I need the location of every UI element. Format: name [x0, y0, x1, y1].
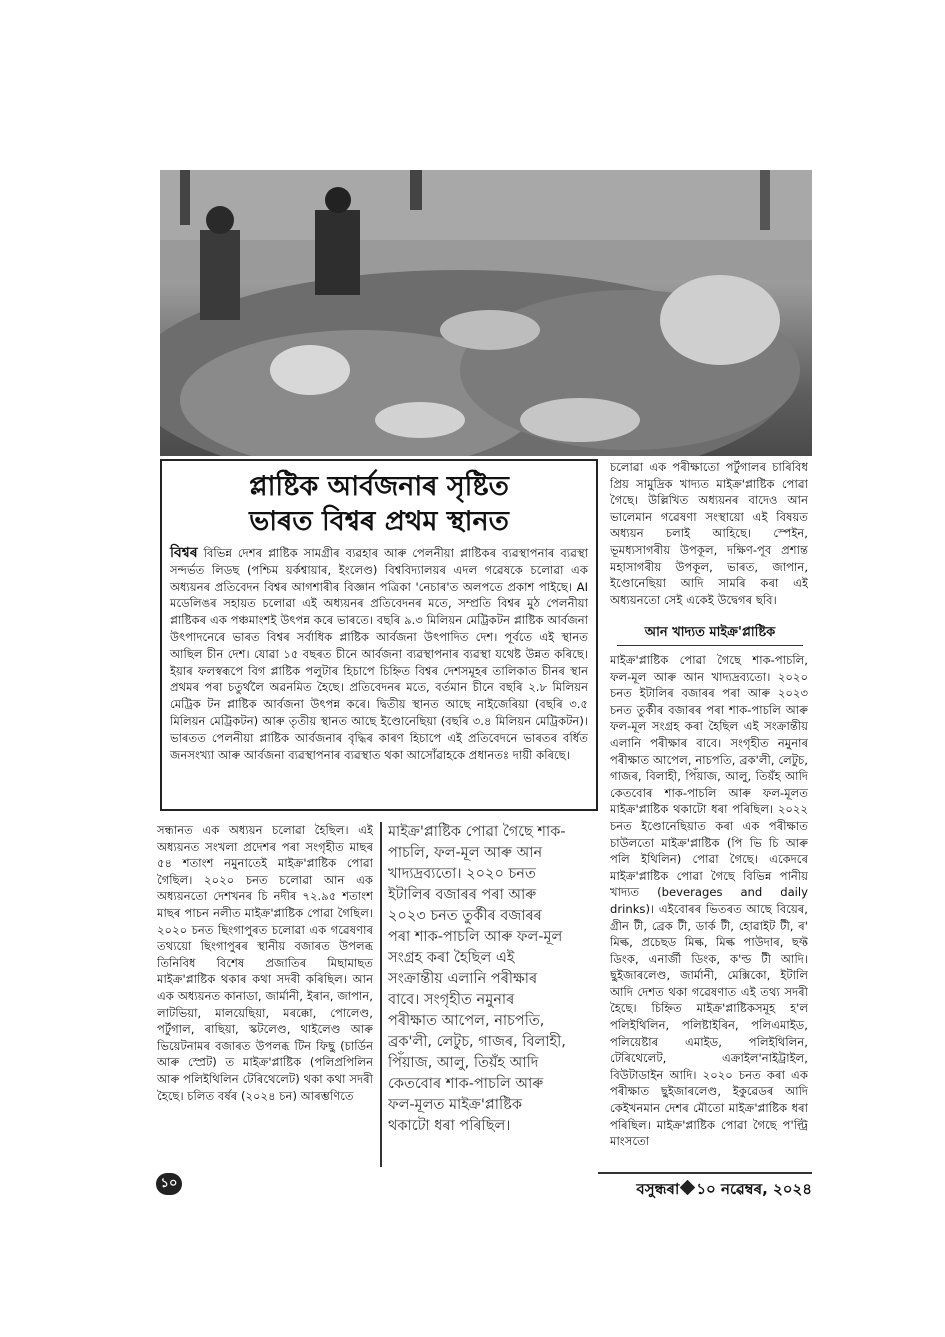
plastic-waste-photo — [160, 170, 812, 456]
footer-rule — [598, 1172, 812, 1174]
footer-masthead — [600, 1178, 812, 1200]
intro-text: বিভিন্ন দেশৰ প্লাষ্টিক সামগ্ৰীৰ ব্যৱহাৰ আৰু পেলনীয়া প্লাষ্টিকৰ ব্যৱস্থাপনাৰ ব্যৱস্থা সন্দৰ্ভত লিডছ (পশ্চিম য়ৰ্কশ্বায়াৰ, ইংলেণ্ড) বিশ্ববিদ্যালয়ৰ এদল গৱেষকে চলোৱা এক অধ্যয়নৰ প্ৰতিবেদন বিশ্বৰ আগশাৰীৰ বিজ্ঞান পত্ৰিকা 'নেচাৰ'ত অলপতে প্ৰকাশ পাইছে। AI মডেলিঙৰ সহায়ত চলোৱা এই অধ্যয়নৰ প্ৰতিবেদনৰ মতে, সম্প্ৰতি বিশ্বৰ মুঠ পেলনীয়া প্লাষ্টিকৰ এক পঞ্চমাংশই উৎপন্ন কৰে ভাৰতে। বছৰি ৯.৩ মিলিয়ন মেট্ৰিকটন প্লাষ্টিক আৰ্বজনা উৎপাদনেৰে ভাৰত বিশ্বৰ সৰ্বাধিক প্লাষ্টিক আৰ্বজনা উৎপাদিত দেশ। পূৰ্বতে এই স্থানত আছিল চীন দেশ। যোৱা ১৫ বছৰত চীনে আৰ্বজনা ব্যৱস্থাপনাৰ ব্যৱস্থা যথেষ্ট উন্নত কৰিছে। ইয়াৰ ফলস্বৰূপে বিগ প্লাষ্টিক পলুটাৰ হিচাপে চিহ্নিত বিশ্বৰ দেশসমূহৰ তালিকাত চীনৰ স্থান প্ৰথমৰ পৰা চতুৰ্থলৈ অৱনমিত হৈছে। প্ৰতিবেদনৰ মতে, বৰ্তমান চীনে বছৰি ২.৮ মিলিয়ন মেট্ৰিক টন প্লাষ্টিক আৰ্বজনা উৎপন্ন কৰে। দ্বিতীয় স্থানত আছে নাইজেৰিয়া (বছৰি ৩.৫ মিলিয়ন মেট্ৰিকটন) আৰু তৃতীয় স্থানত আছে ইণ্ডোনেছিয়া (বছৰি ৩.৪ মিলিয়ন মেট্ৰিকটন)। ভাৰতত পেলনীয়া প্লাষ্টিক আৰ্বজনাৰ বৃদ্ধিৰ কাৰণ হিচাপে এই প্ৰতিবেদনে ভাৰতৰ বৰ্ধিত জনসংখ্যা আৰু আৰ্বজনা ব্যৱস্থাপনাৰ ব্যৱস্থাত থকা আসোঁৱাহকে প্ৰধানতঃ দায়ী কৰিছে। — [170, 546, 588, 762]
page-number: ১০ — [156, 1173, 182, 1195]
article-intro — [170, 545, 588, 763]
article-lead-box — [160, 459, 598, 811]
section-subheading: আন খাদ্যত মাইক্ৰ'প্লাষ্টিক — [617, 623, 803, 646]
magazine-name: বসুন্ধৰা — [636, 1180, 680, 1198]
left-column: সন্ধানত এক অধ্যয়ন চলোৱা হৈছিল। এই অধ্যয়নত সংখলা প্ৰদেশৰ পৰা সংগৃহীত মাছৰ ৫৪ শতাংশ নমুনাতেই মাইক্ৰ'প্লাষ্টিক পোৱা গৈছিল। ২০২০ চনত চলোৱা আন এক অধ্যয়নতো দেশখনৰ চি নদীৰ ৭২.৯৫ শতাংশ মাছৰ পাচন নলীত মাইক্ৰ'প্লাষ্টিক পোৱা গৈছিল। ২০২০ চনত ছিংগাপুৰত চলোৱা এক গৱেষণাৰ তথ্যয়ো ছিংগাপুৰৰ স্থানীয় বজাৰত উপলব্ধ তিনিবিধ বিশেষ প্ৰজাতিৰ মিছামাছত মাইক্ৰ'প্লাষ্টিক থকাৰ কথা সদৰী কৰিছিল। আন এক অধ্যয়নত কানাডা, জাৰ্মানী, ইৰান, জাপান, লাটভিয়া, মালয়েছিয়া, মৰক্কো, পোলেণ্ড, পৰ্টুগাল, ৰাছিয়া, স্কটলেণ্ড, থাইলেণ্ড আৰু ভিয়েটনামৰ বজাৰত উপলব্ধ টিন ফিছু (চাৰ্ডিন আৰু স্প্ৰেট) ত মাইক্ৰ'প্লাষ্টিক (পলিপ্ৰপিলিন আৰু পলিইথিলিন টেৰিথেলেট) থকা কথা সদৰী হৈছে। চলিত বৰ্ষৰ (২০২৪ চন) আৰম্ভণিতে — [157, 823, 373, 1103]
diamond-logo-icon — [680, 1180, 696, 1196]
headline-line-2: ভাৰত বিশ্বৰ প্ৰথম স্থানত — [249, 506, 509, 537]
headline-line-1: প্লাষ্টিক আৰ্বজনাৰ সৃষ্টিত — [249, 471, 509, 502]
right-column-bottom: মাইক্ৰ'প্লাষ্টিক পোৱা গৈছে শাক-পাচলি, ফল-মূল আৰু আন খাদ্যদ্ৰব্যতো। ২০২০ চনত ইটালিৰ বজাৰৰ পৰা আৰু ২০২৩ চনত তুৰ্কীৰ বজাৰৰ পৰা শাক-পাচলি আৰু ফল-মূল সংগ্ৰহ কৰা হৈছিল এই সংক্ৰান্তীয় এলানি পৰীক্ষাৰ বাবে। সংগৃহীত নমুনাৰ পৰীক্ষাত আপেল, নাচপতি, ব্ৰক'লী, লেটুচ, গাজৰ, বিলাহী, পিঁয়াজ, আলু, তিয়ঁহ আদি কেতবোৰ শাক-পাচলি আৰু ফল-মূলত মাইক্ৰ'প্লাষ্টিক থকাটো ধৰা পৰিছিল। ২০২২ চনত ইণ্ডোনেছিয়াত কৰা এক পৰীক্ষাত চাউলতো মাইক্ৰ'প্লাষ্টিক (পি ভি চি আৰু পলি ইথিলিন) পোৱা গৈছে। একেদৰে মাইক্ৰ'প্লাষ্টিক পোৱা গৈছে বিভিন্ন পানীয় খাদ্যত (beverages and daily drinks)। এইবোৰৰ ভিতৰত আছে বিয়েৰ, গ্ৰীন টী, ব্ৰেক টী, ডাৰ্ক টী, হোৱাইট টী, ৰ' মিল্ক, প্ৰচেছড মিল্ক, মিল্ক পাউদাৰ, ছফ্ট ডিংক, এনাৰ্জী ডিংক, ক'ল্ড টী আদি। ছুইজাৰলেণ্ড, জাৰ্মানী, মেক্সিকো, ইটালি আদি দেশত থকা গৱেষণাত এই তথ্য সদৰী হৈছে। চিহ্নিত মাইক্ৰ'প্লাষ্টিকসমূহ হ'ল পলিইথিলিন, পলিষ্টাইৰিন, পলিএমাইড, পলিয়েষ্টাৰ এমাইড, পলিইথিলিন, টেৰিথেলেট, এক্ৰাইল'নাইট্ৰাইল, বিউটাডাইন আদি। ২০২০ চনত কৰা এক পৰীক্ষাত ছুইজাৰলেণ্ড, ইকুৱেডৰ আদি কেইখনমান দেশৰ মৌতো মাইক্ৰ'প্লাষ্টিক ধৰা পৰিছিল। মাইক্ৰ'প্লাষ্টিক পোৱা গৈছে প'ল্ট্ৰি মাংসতো — [610, 653, 808, 1149]
issue-date: ১০ নৱেম্বৰ, ২০২৪ — [696, 1180, 812, 1198]
column-divider — [380, 822, 382, 1167]
lead-word: বিশ্বৰ — [170, 545, 198, 561]
pull-quote: মাইক্ৰ'প্লাষ্টিক পোৱা গৈছে শাক-পাচলি, ফল-মূল আৰু আন খাদ্যদ্ৰব্যতো। ২০২০ চনত ইটালিৰ বজাৰৰ পৰা আৰু ২০২৩ চনত তুৰ্কীৰ বজাৰৰ পৰা শাক-পাচলি আৰু ফল-মূল সংগ্ৰহ কৰা হৈছিল এই সংক্ৰান্তীয় এলানি পৰীক্ষাৰ বাবে। সংগৃহীত নমুনাৰ পৰীক্ষাত আপেল, নাচপতি, ব্ৰক'লী, লেটুচ, গাজৰ, বিলাহী, পিঁয়াজ, আলু, তিয়ঁহ আদি কেতবোৰ শাক-পাচলি আৰু ফল-মূলত মাইক্ৰ'প্লাষ্টিক থকাটো ধৰা পৰিছিল। — [388, 824, 566, 1134]
article-headline — [170, 469, 588, 539]
right-column-top: চলোৱা এক পৰীক্ষাতো পৰ্টুগালৰ চাৰিবিধ প্ৰিয় সামুদ্ৰিক খাদ্যত মাইক্ৰ'প্লাষ্টিক পোৱা গৈছে। উল্লিখিত অধ্যয়নৰ বাদেও আন ভালেমান গৱেষণা সংস্থায়ো এই বিষয়ত অধ্যয়ন চলাই আহিছে। স্পেইন, ভূমধ্যসাগৰীয় উপকূল, দক্ষিণ-পূব প্ৰশান্ত মহাসাগৰীয় উপকূল, ভাৰত, জাপান, ইণ্ডোনেছিয়া আদি সামৰি কৰা এই অধ্যয়নতো সেই একেই উদ্বেগৰ ছবি। — [610, 460, 808, 607]
